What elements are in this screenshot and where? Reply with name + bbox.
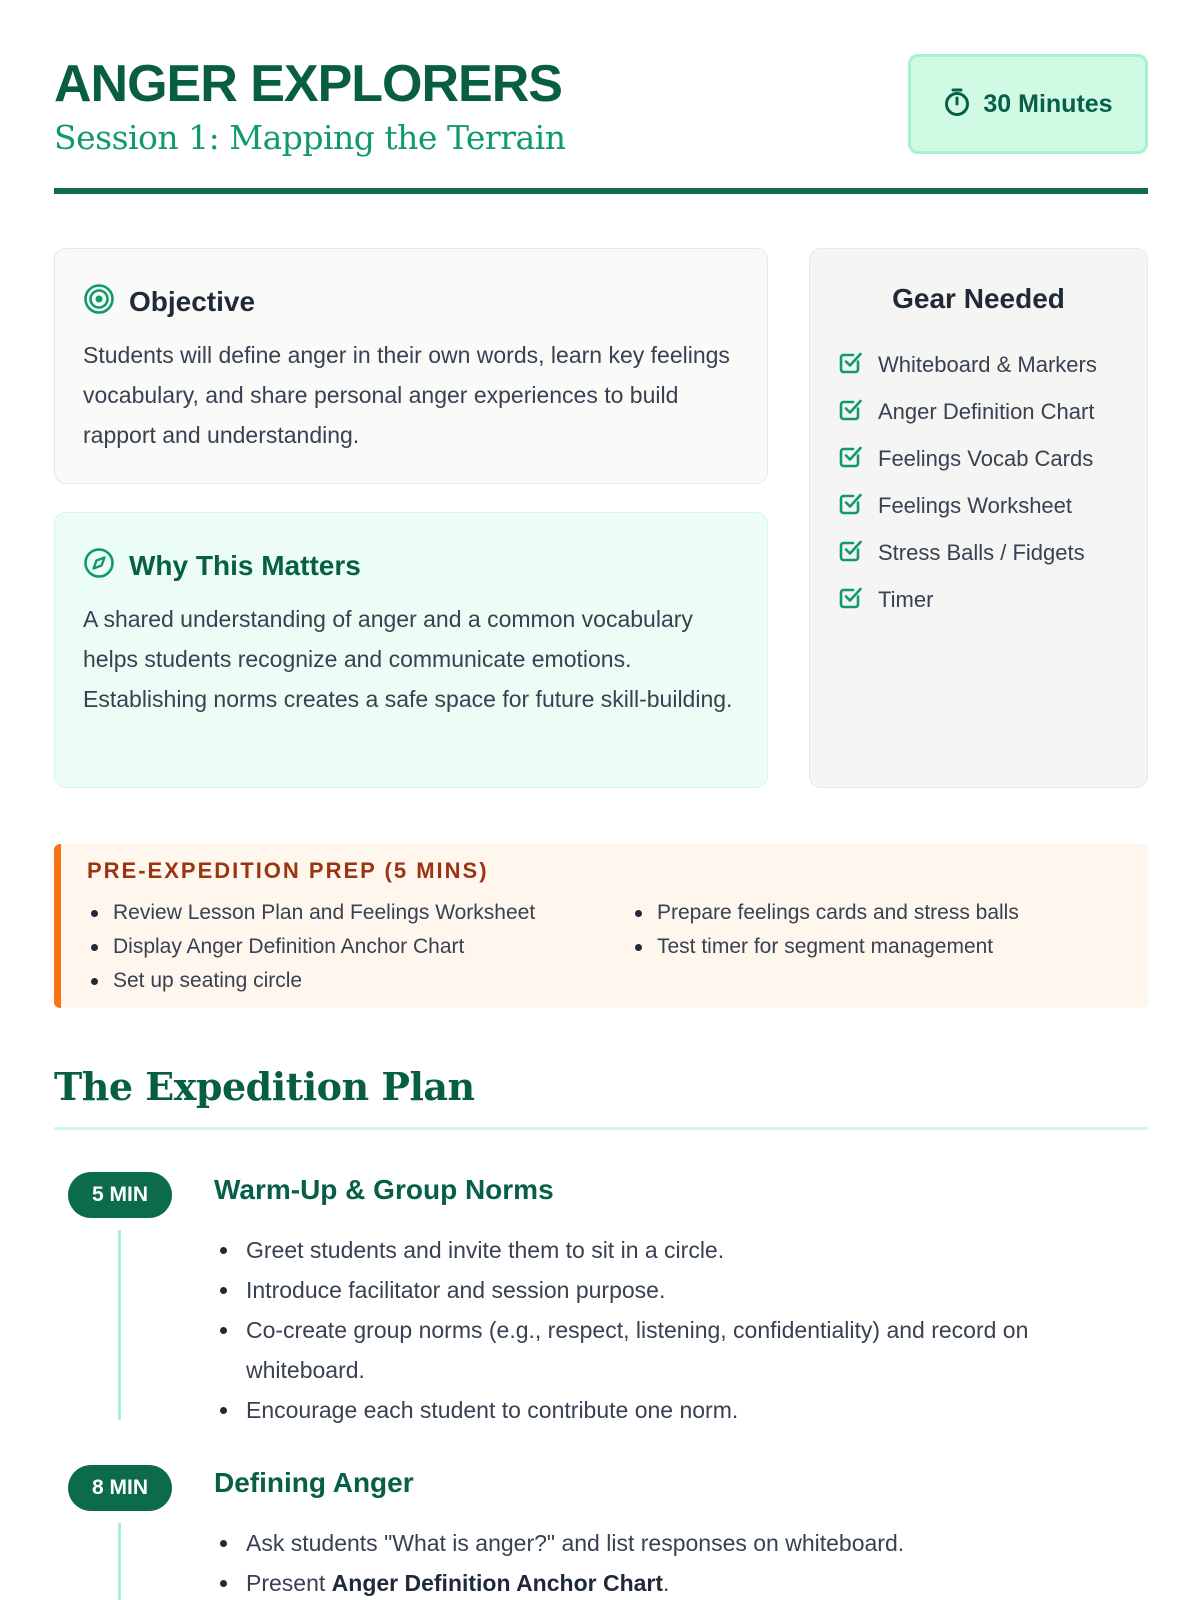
segment-warmup	[54, 1172, 1148, 1422]
segment-title: Warm-Up & Group Norms	[214, 1174, 554, 1205]
prep-item: Prepare feelings cards and stress balls	[631, 896, 1019, 930]
checkbox-icon	[838, 537, 864, 569]
step-text: .	[663, 1570, 670, 1596]
checkbox-icon	[838, 349, 864, 381]
list-item: Encourage each student to contribute one norm.	[214, 1390, 1134, 1430]
prep-item: Review Lesson Plan and Feelings Worksheet	[87, 896, 535, 930]
segment-title: Defining Anger	[214, 1467, 414, 1498]
prep-item: Display Anger Definition Anchor Chart	[87, 930, 535, 964]
segment-steps	[214, 1230, 1134, 1430]
page-title: ANGER EXPLORERS	[54, 55, 562, 113]
gear-heading: Gear Needed	[892, 283, 1065, 314]
checkbox-icon	[838, 396, 864, 428]
list-item: Introduce facilitator and session purpose.	[214, 1270, 1134, 1310]
step-emphasis: Anger Definition Anchor Chart	[331, 1570, 664, 1596]
objective-heading: Objective	[129, 285, 256, 317]
prep-list-right	[631, 896, 1019, 964]
checkbox-icon	[838, 443, 864, 475]
lesson-plan-page	[54, 0, 1148, 1596]
gear-item-label: Feelings Vocab Cards	[878, 445, 1094, 471]
segment-defining-anger	[54, 1465, 1148, 1600]
gear-item-label: Anger Definition Chart	[878, 398, 1095, 424]
gear-card	[809, 248, 1148, 788]
compass-icon	[83, 547, 115, 584]
gear-item	[838, 435, 1097, 482]
gear-item-label: Timer	[878, 586, 934, 612]
prep-heading: PRE-EXPEDITION PREP (5 MINS)	[87, 858, 489, 883]
list-item: Ask students "What is anger?" and list responses on whiteboard.	[214, 1523, 1134, 1563]
gear-item	[838, 576, 1097, 623]
why-card	[54, 512, 768, 788]
duration-label: 30 Minutes	[983, 89, 1113, 118]
plan-divider	[54, 1127, 1148, 1130]
stopwatch-icon	[943, 87, 971, 122]
objective-header	[83, 283, 255, 320]
gear-item	[838, 341, 1097, 388]
gear-item-label: Whiteboard & Markers	[878, 351, 1097, 377]
time-badge: 5 MIN	[68, 1172, 172, 1218]
header	[54, 0, 1148, 194]
timeline-line	[118, 1523, 121, 1600]
gear-item-label: Stress Balls / Fidgets	[878, 539, 1085, 565]
gear-list	[838, 341, 1097, 623]
step-text: Present	[246, 1570, 332, 1596]
plan-heading: The Expedition Plan	[54, 1064, 475, 1109]
timeline-line	[118, 1230, 121, 1420]
prep-item: Set up seating circle	[87, 964, 535, 998]
checkbox-icon	[838, 490, 864, 522]
prep-callout	[54, 844, 1148, 1008]
list-item: Co-create group norms (e.g., respect, listening, confidentiality) and record on whiteboard.	[214, 1310, 1134, 1390]
why-header	[83, 547, 361, 584]
segment-steps	[214, 1523, 1134, 1600]
gear-item-label: Feelings Worksheet	[878, 492, 1073, 518]
list-item	[214, 1563, 1134, 1600]
prep-list-left	[87, 896, 535, 998]
gear-item	[838, 388, 1097, 435]
time-badge: 8 MIN	[68, 1465, 172, 1511]
gear-item	[838, 529, 1097, 576]
prep-item: Test timer for segment management	[631, 930, 1019, 964]
target-icon	[83, 283, 115, 320]
list-item: Greet students and invite them to sit in a circle.	[214, 1230, 1134, 1270]
session-subtitle: Session 1: Mapping the Terrain	[54, 118, 566, 157]
why-text: A shared understanding of anger and a common vocabulary helps students recognize and communicate emotions. Establishing norms creates a safe space for future skill-building.	[83, 606, 733, 712]
checkbox-icon	[838, 584, 864, 616]
duration-badge	[908, 54, 1148, 154]
objective-text: Students will define anger in their own words, learn key feelings vocabulary, and share personal anger experiences to build rapport and understanding.	[83, 342, 730, 448]
why-heading: Why This Matters	[129, 549, 361, 581]
objective-card	[54, 248, 768, 484]
gear-item	[838, 482, 1097, 529]
